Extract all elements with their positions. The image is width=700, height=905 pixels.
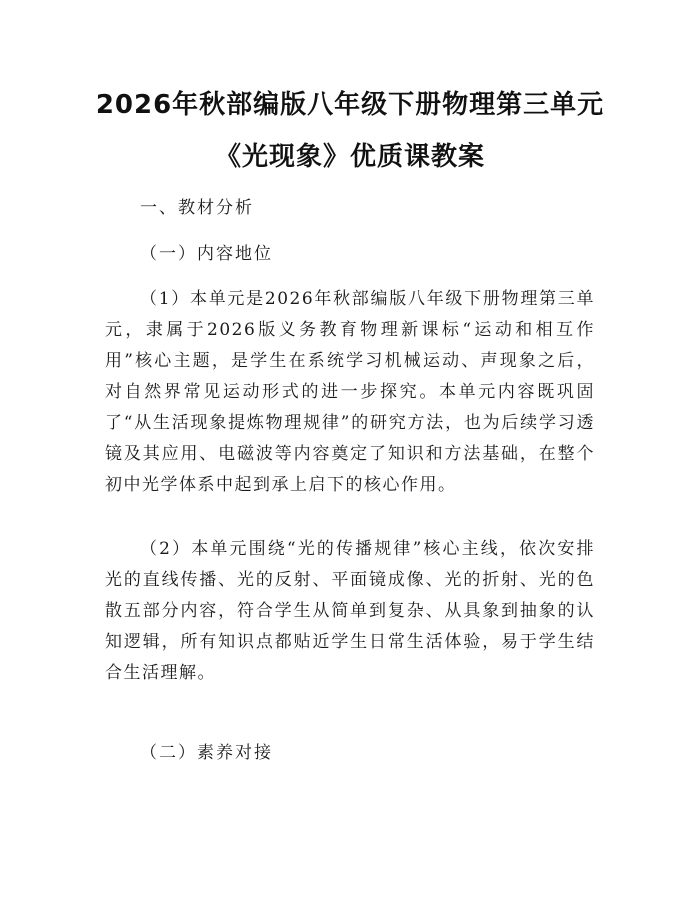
paragraph-unit-structure: （2）本单元围绕“光的传播规律”核心主线，依次安排光的直线传播、光的反射、平面镜成像、光的折射、光的色散五部分内容，符合学生从简单到复杂、从具象到抽象的认知逻辑，所有知识点都贴近学生日常生活体验，易于学生结合生活理解。 xyxy=(105,539,595,683)
subsection-heading-literacy-alignment: （二）素养对接 xyxy=(140,743,273,763)
paragraph-unit-position: （1）本单元是2026年秋部编版八年级下册物理第三单元，隶属于2026版义务教育物理新课标“运动和相互作用”核心主题，是学生在系统学习机械运动、声现象之后，对自然界常见运动形式的进一步探究。本单元内容既巩固了“从生活现象提炼物理规律”的研究方法，也为后续学习透镜及其应用、电磁波等内容奠定了知识和方法基础，在整个初中光学体系中起到承上启下的核心作用。 xyxy=(105,289,595,495)
document-title-line-2: 《光现象》优质课教案 xyxy=(214,142,485,172)
subsection-heading-content-position: （一）内容地位 xyxy=(140,244,273,264)
section-heading-teaching-material-analysis: 一、教材分析 xyxy=(140,198,254,218)
document-title-line-1: 2026年秋部编版八年级下册物理第三单元 xyxy=(95,90,605,120)
